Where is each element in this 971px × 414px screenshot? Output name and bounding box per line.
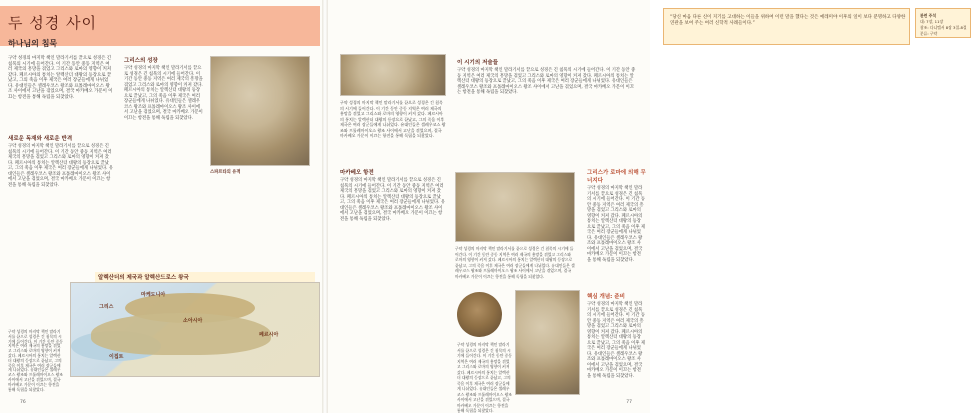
maccabean-text: 구약 성경의 마지막 책인 말라기서를 끝으로 성경은 긴 침묵의 시기에 들어간다. 이 기간 동안 중동 지역은 여러 제국의 흥망을 겪었고 그리스와 로마의 영향이 커져 갔다. 페르시아의 통치는 알렉산더 대왕의 등장으로 끝났고, 그의 죽음 이후 제국은 여러 장군들에게 나뉘었다. 유대인들은 셀레우코스 왕조와 프톨레마이오스 왕조 사이에서 고난을 겪었으며, 결국 마카베오 가문이 이끄는 항전을 통해 독립을 되찾았다.	[340, 178, 445, 222]
photo-caption-right: 구약 성경의 마지막 책인 말라기서를 끝으로 성경은 긴 침묵의 시기에 들어간다. 이 기간 동안 중동 지역은 여러 제국의 흥망을 겪었고 그리스와 로마의 영향이 커져 갔다. 페르시아의 통치는 알렉산더 대왕의 등장으로 끝났고, 그의 죽음 이후 제국은 여러 장군들에게 나뉘었다. 유대인들은 셀레우코스 왕조와 프톨레마이오스 왕조 사이에서 고난을 겪었으며, 결국 마카베오 가문이 이끄는 항전을 통해 독립을 되찾았다.	[340, 100, 446, 138]
section-heading-growth: 그리스의 성장	[124, 58, 158, 64]
mosaic-photo	[455, 172, 575, 242]
mosaic-caption: 구약 성경의 마지막 책인 말라기서를 끝으로 성경은 긴 침묵의 시기에 들어간다. 이 기간 동안 중동 지역은 여러 제국의 흥망을 겪었고 그리스와 로마의 영향이 커져 갔다. 페르시아의 통치는 알렉산더 대왕의 등장으로 끝났고, 그의 죽음 이후 제국은 여러 장군들에게 나뉘었다. 유대인들은 셀레우코스 왕조와 프톨레마이오스 왕조 사이에서 고난을 겪었으며, 결국 마카베오 가문이 이끄는 항전을 통해 독립을 되찾았다.	[455, 246, 575, 279]
map-label-persia: 페르시아	[259, 332, 279, 338]
sidebar-heading-rome: 그리스가 로마에 의해 무너지다	[587, 170, 646, 184]
statue-photo	[515, 290, 580, 395]
section-heading-writings: 이 시기의 저술들	[457, 60, 499, 66]
reference-line-4: 분류: 구약	[920, 31, 938, 36]
sidebar-text-rome: 구약 성경의 마지막 책인 말라기서를 끝으로 성경은 긴 침묵의 시기에 들어간다. 이 기간 동안 중동 지역은 여러 제국의 흥망을 겪었고 그리스와 로마의 영향이 커져 갔다. 페르시아의 통치는 알렉산더 대왕의 등장으로 끝났고, 그의 죽음 이후 제국은 여러 장군들에게 나뉘었다. 유대인들은 셀레우코스 왕조와 프톨레마이오스 왕조 사이에서 고난을 겪었으며, 결국 마카베오 가문이 이끄는 항전을 통해 독립을 되찾았다.	[587, 186, 646, 263]
empire-map	[70, 282, 320, 377]
page-title: 두 성경 사이	[8, 14, 97, 32]
quote-text: “당신 마음 다른 신이 지기를 고대하는 이들을 위하여 이런 말을 했다는 것은 예레미야 이후의 일이 보다 분명하고 다양한 연관을 보여 주는 여러 신학적 사례들이다.”	[670, 15, 906, 26]
right-page-number: 77	[626, 400, 632, 405]
left-page	[0, 0, 325, 413]
reference-line-1: 관련 주석	[920, 13, 936, 18]
map-title: 알렉산더의 제국과 알렉산드로스 왕국	[95, 272, 315, 282]
statue-caption: 구약 성경의 마지막 책인 말라기서를 끝으로 성경은 긴 침묵의 시기에 들어간다. 이 기간 동안 중동 지역은 여러 제국의 흥망을 겪었고 그리스와 로마의 영향이 커져 갔다. 페르시아의 통치는 알렉산더 대왕의 등장으로 끝났고, 그의 죽음 이후 제국은 여러 장군들에게 나뉘었다. 유대인들은 셀레우코스 왕조와 프톨레마이오스 왕조 사이에서 고난을 겪었으며, 결국 마카베오 가문이 이끄는 항전을 통해 독립을 되찾았다.	[457, 342, 512, 413]
map-label-asia-minor: 소아시아	[183, 318, 203, 324]
reference-line-2: 대: 7장, 11장	[920, 19, 944, 24]
reference-card	[915, 8, 971, 38]
reference-line-3: 참조: 다니엘서 8장 3절-8절	[920, 25, 967, 30]
intro-text: 구약 성경의 마지막 책인 말라기서를 끝으로 성경은 긴 침묵의 시기에 들어간다. 이 기간 동안 중동 지역은 여러 제국의 흥망을 겪었고 그리스와 로마의 영향이 커져 갔다. 페르시아의 통치는 알렉산더 대왕의 등장으로 끝났고, 그의 죽음 이후 제국은 여러 장군들에게 나뉘었다. 유대인들은 셀레우코스 왕조와 프톨레마이오스 왕조 사이에서 고난을 겪었으며, 결국 마카베오 가문이 이끄는 항전을 통해 독립을 되찾았다.	[8, 56, 113, 100]
growth-text: 구약 성경의 마지막 책인 말라기서를 끝으로 성경은 긴 침묵의 시기에 들어간다. 이 기간 동안 중동 지역은 여러 제국의 흥망을 겪었고 그리스와 로마의 영향이 커져 갔다. 페르시아의 통치는 알렉산더 대왕의 등장으로 끝났고, 그의 죽음 이후 제국은 여러 장군들에게 나뉘었다. 유대인들은 셀레우코스 왕조와 프톨레마이오스 왕조 사이에서 고난을 겪었으며, 결국 마카베오 가문이 이끄는 항전을 통해 독립을 되찾았다.	[124, 66, 203, 121]
map-label-macedonia: 마케도니아	[141, 292, 166, 298]
map-land-south	[91, 313, 271, 355]
section-heading-maccabean: 마카베오 항전	[340, 170, 374, 176]
page-subtitle: 하나님의 침묵	[8, 39, 58, 48]
map-label-egypt: 이집트	[109, 354, 124, 360]
ruins-caption: 스파르타의 유적	[210, 170, 241, 175]
sidebar-heading-concept: 핵심 개념: 준비	[587, 294, 625, 300]
right-page	[325, 0, 967, 413]
quote-box	[663, 8, 910, 45]
writings-text: 구약 성경의 마지막 책인 말라기서를 끝으로 성경은 긴 침묵의 시기에 들어간다. 이 기간 동안 중동 지역은 여러 제국의 흥망을 겪었고 그리스와 로마의 영향이 커져 갔다. 페르시아의 통치는 알렉산더 대왕의 등장으로 끝났고, 그의 죽음 이후 제국은 여러 장군들에게 나뉘었다. 유대인들은 셀레우코스 왕조와 프톨레마이오스 왕조 사이에서 고난을 겪었으며, 결국 마카베오 가문이 이끄는 항전을 통해 독립을 되찾았다.	[457, 68, 636, 95]
sidebar-text-concept: 구약 성경의 마지막 책인 말라기서를 끝으로 성경은 긴 침묵의 시기에 들어간다. 이 기간 동안 중동 지역은 여러 제국의 흥망을 겪었고 그리스와 로마의 영향이 커져 갔다. 페르시아의 통치는 알렉산더 대왕의 등장으로 끝났고, 그의 죽음 이후 제국은 여러 장군들에게 나뉘었다. 유대인들은 셀레우코스 왕조와 프톨레마이오스 왕조 사이에서 고난을 겪었으며, 결국 마카베오 가문이 이끄는 항전을 통해 독립을 되찾았다.	[587, 302, 646, 379]
left-page-number: 76	[20, 400, 26, 405]
new-tyranny-text: 구약 성경의 마지막 책인 말라기서를 끝으로 성경은 긴 침묵의 시기에 들어간다. 이 기간 동안 중동 지역은 여러 제국의 흥망을 겪었고 그리스와 로마의 영향이 커져 갔다. 페르시아의 통치는 알렉산더 대왕의 등장으로 끝났고, 그의 죽음 이후 제국은 여러 장군들에게 나뉘었다. 유대인들은 셀레우코스 왕조와 프톨레마이오스 왕조 사이에서 고난을 겪었으며, 결국 마카베오 가문이 이끄는 항전을 통해 독립을 되찾았다.	[8, 144, 113, 188]
section-heading-new-tyranny: 새로운 독재와 새로운 반격	[8, 136, 73, 142]
map-caption: 구약 성경의 마지막 책인 말라기서를 끝으로 성경은 긴 침묵의 시기에 들어간다. 이 기간 동안 중동 지역은 여러 제국의 흥망을 겪었고 그리스와 로마의 영향이 커져 갔다. 페르시아의 통치는 알렉산더 대왕의 등장으로 끝났고, 그의 죽음 이후 제국은 여러 장군들에게 나뉘었다. 유대인들은 셀레우코스 왕조와 프톨레마이오스 왕조 사이에서 고난을 겪었으며, 결국 마카베오 가문이 이끄는 항전을 통해 독립을 되찾았다.	[8, 329, 63, 392]
coin-photo	[457, 292, 502, 337]
map-label-greece: 그리스	[99, 304, 114, 310]
ruins-photo	[210, 56, 310, 166]
ruins-photo-right	[340, 54, 446, 96]
